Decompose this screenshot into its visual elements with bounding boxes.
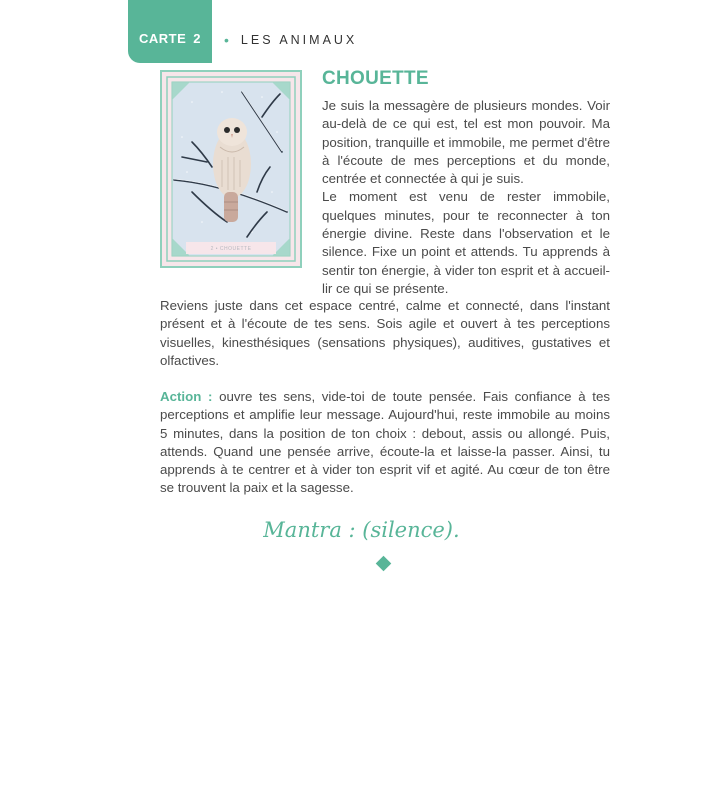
diamond-ornament-icon: [376, 556, 392, 572]
intro-paragraph-2: Le moment est venu de rester immobile, quelques minutes, pour te reconnecter à ton énergie divine. Reste dans l'observation et le silence. Fixe un point et attends. Tu apprends à sentir ton énergie, à vider ton esprit et à accueil-lir ce qui se présente.: [322, 189, 610, 296]
action-text: ouvre tes sens, vide-toi de toute pensée. Fais confiance à tes perceptions et amplifie leur message. Aujourd'hui, reste immobile au moins 5 minutes, dans la position de ton choix : debout, assis ou allongé. Puis, attends. Quand une pensée arrive, écoute-la et laisse-la passer. Ainsi, tu apprends à te centrer et à vider ton esprit vif et agité. Au cœur de ton être se trouvent la paix et la sagesse.: [160, 389, 610, 496]
intro-paragraph-1: Je suis la messagère de plusieurs mondes. Voir au-delà de ce qui est, tel est mon pouvoir. Ma position, tranquille et immobile, me permet d'être à l'écoute de mes perceptions et du monde, centrée et connectée à qui je suis.: [322, 98, 610, 187]
chapter-tab-label: CARTE: [138, 31, 187, 46]
mantra: Mantra : (silence).: [263, 518, 460, 542]
owl-illustration: [162, 72, 300, 266]
page-title: CHOUETTE: [322, 68, 429, 89]
section-heading: [224, 32, 357, 48]
card-label: 2 • CHOUETTE: [210, 246, 252, 252]
action-paragraph: [160, 388, 610, 498]
bullet-separator: •: [224, 32, 229, 48]
intro-text: [322, 97, 610, 298]
body-paragraph: Reviens juste dans cet espace centré, calme et connecté, dans l'instant présent et à l'écoute de tes sens. Sois agile et ouvert à tes perceptions visuelles, kinesthésiques (sensations physiques), auditives, gustatives et olfactives.: [160, 298, 610, 368]
section-title: LES ANIMAUX: [240, 33, 358, 47]
chapter-tab: [128, 0, 212, 63]
chapter-tab-number: 2: [193, 31, 201, 46]
action-label: Action :: [160, 389, 213, 404]
oracle-card-image: [160, 70, 302, 268]
